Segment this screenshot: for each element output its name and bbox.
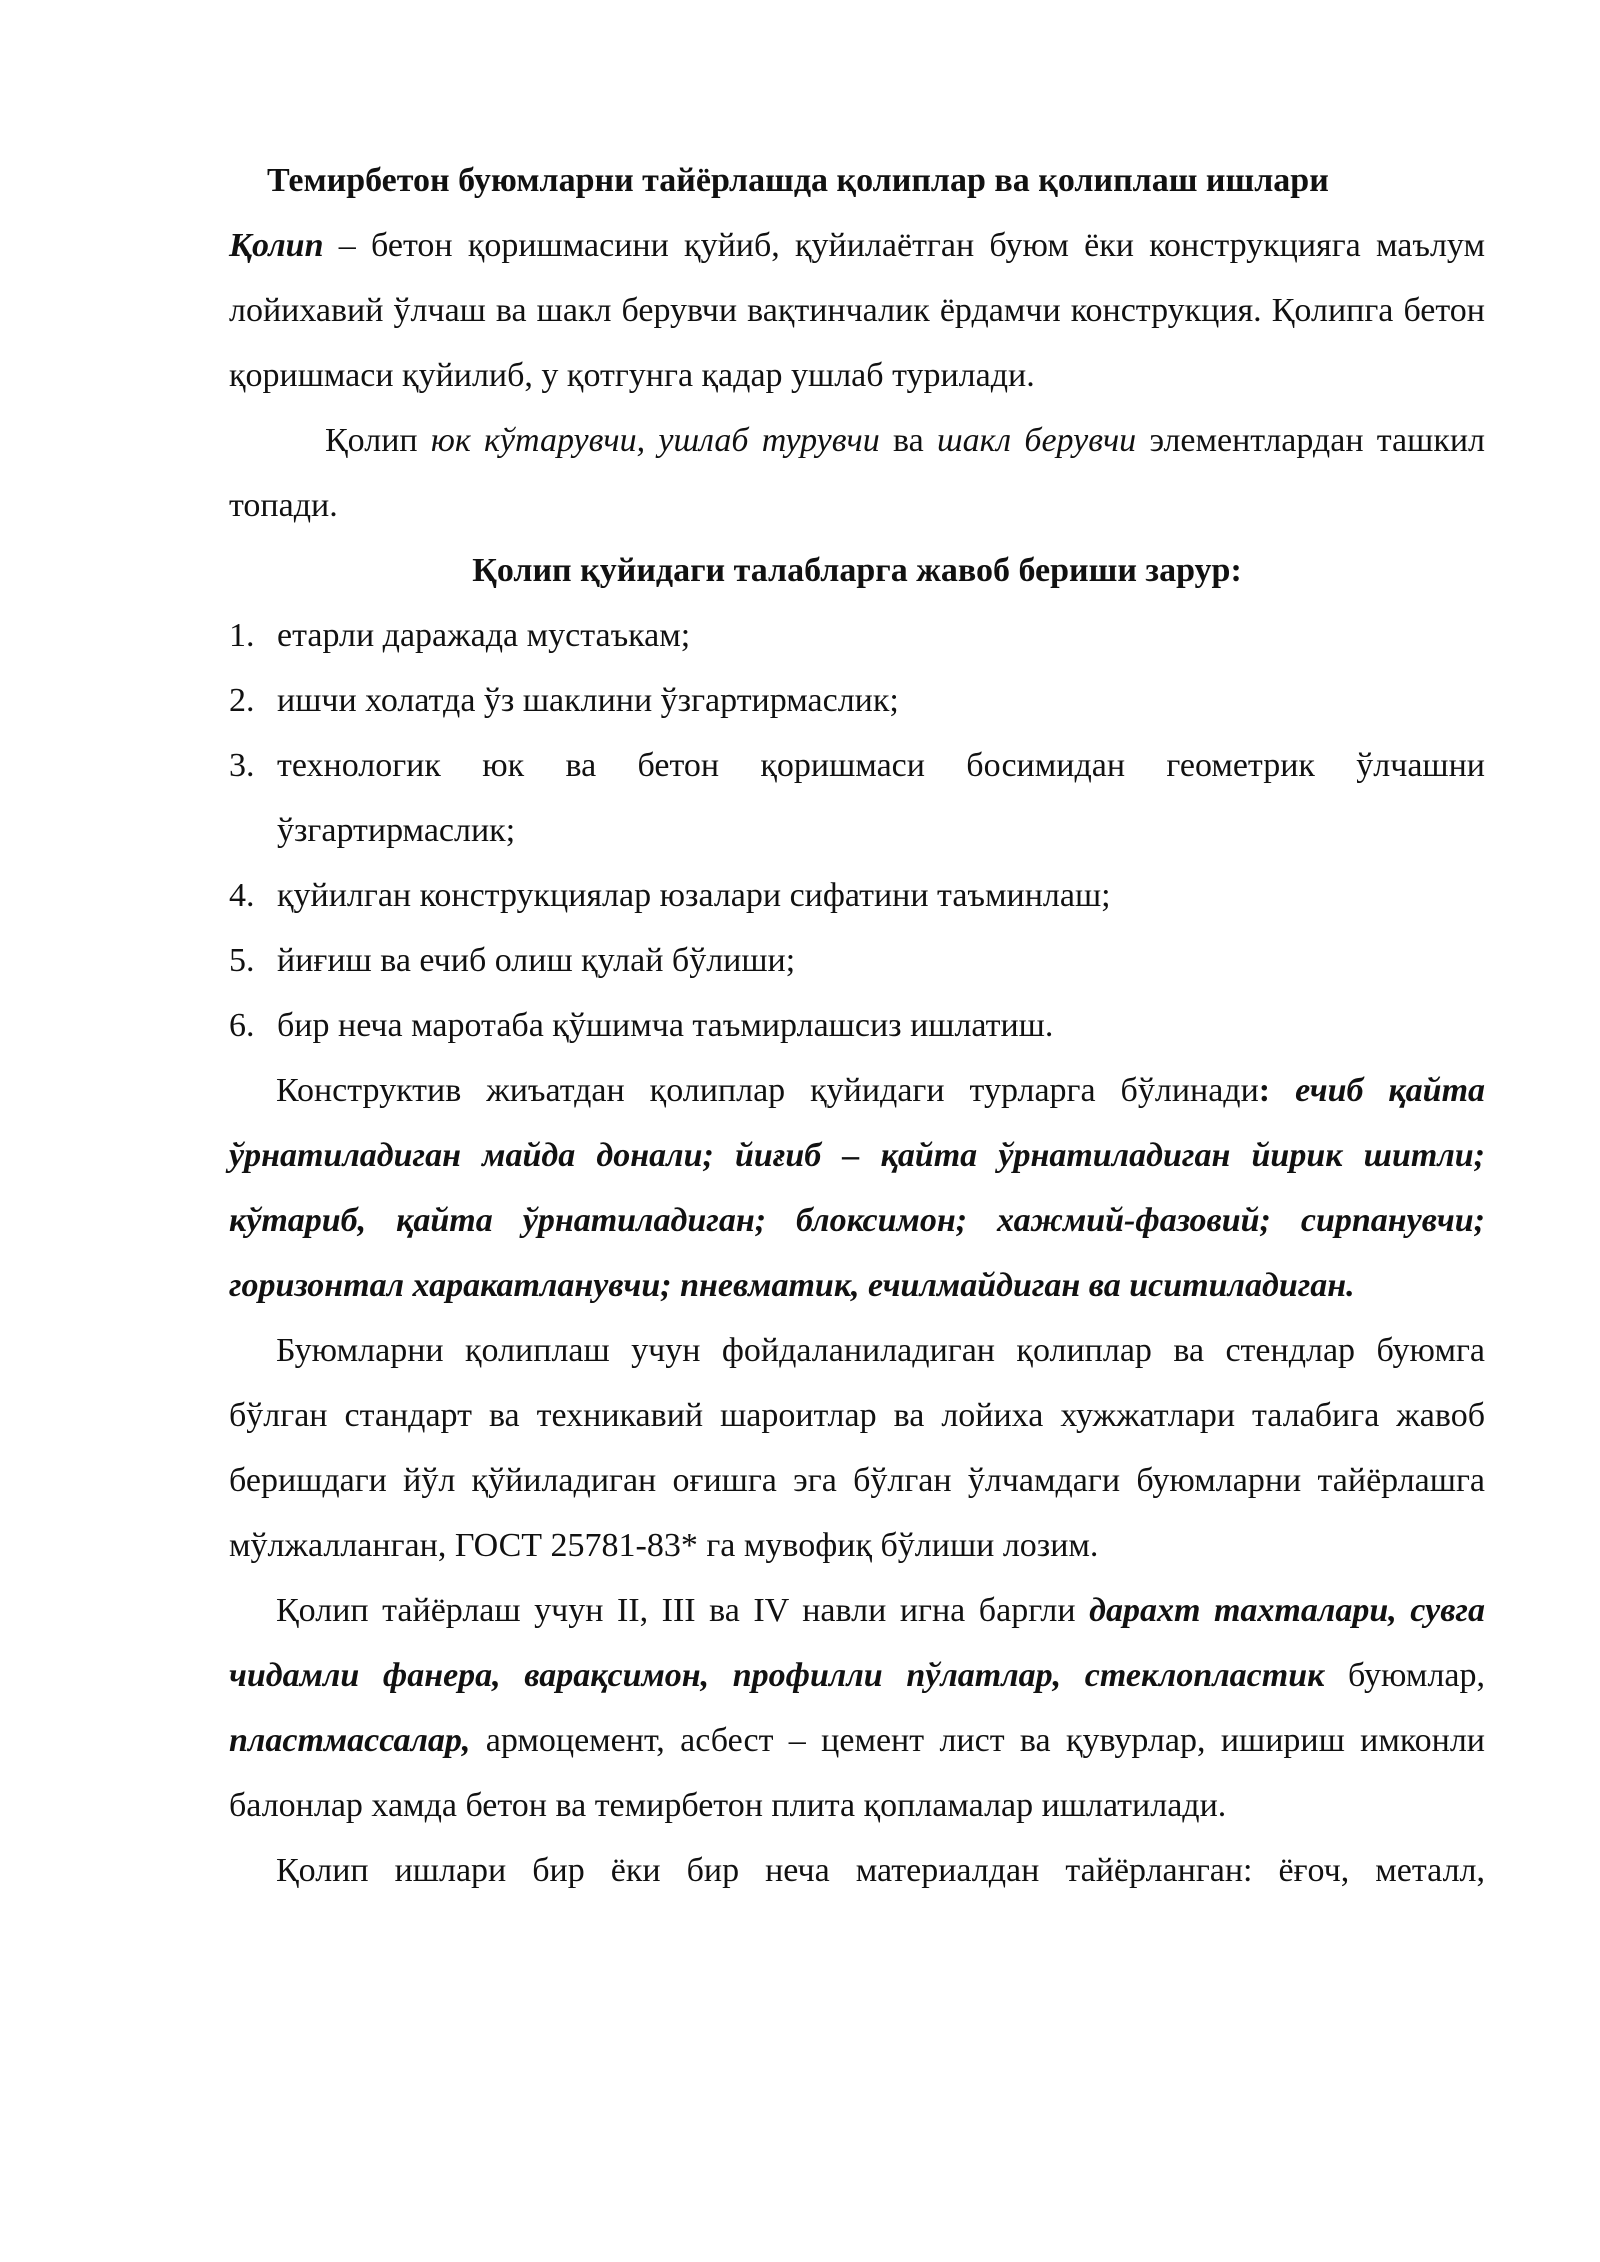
elements-tail: элементлардан ташкил топади. bbox=[229, 422, 1486, 524]
list-item-number: 3. bbox=[229, 747, 255, 784]
list-item-number: 4. bbox=[229, 877, 255, 914]
list-item bbox=[229, 863, 1485, 928]
list-item-text: йиғиш ва ечиб олиш қулай бўлиши; bbox=[277, 942, 796, 979]
types-colon: : bbox=[1258, 1072, 1296, 1109]
definition-text: – бетон қоришмасини қуйиб, қуйилаётган буюм ёки конструкцияга маълум лойихавий ўлчаш ва шакл берувчи вақтинчалик ёрдамчи конструкция. Қолипга бетон қоришмаси қуйилиб, у қотгунга қадар ушлаб турилади. bbox=[229, 227, 1485, 394]
materials-bold-2: пластмассалар, bbox=[229, 1722, 471, 1759]
standards-paragraph: Буюмларни қолиплаш учун фойдаланиладиган қолиплар ва стендлар буюмга бўлган стандарт ва техникавий шароитлар ва лойиха хужжатлари талабига жавоб беришдаги йўл қўйиладиган оғишга эга бўлган ўлчамдаги буюмларни тайёрлашга мўлжалланган, ГОСТ 25781-83* га мувофиқ бўлиши лозим. bbox=[229, 1332, 1485, 1564]
elements-lead: Қолип bbox=[325, 422, 431, 459]
requirements-heading: Қолип қуйидаги талабларга жавоб бериши зарур: bbox=[472, 552, 1242, 589]
elements-paragraph bbox=[229, 408, 1485, 538]
list-item-text: ишчи холатда ўз шаклини ўзгартирмаслик; bbox=[277, 682, 899, 719]
materials-paragraph bbox=[229, 1578, 1485, 1838]
list-item-number: 5. bbox=[229, 942, 255, 979]
elements-italic-2: шакл берувчи bbox=[937, 422, 1137, 459]
list-item-number: 2. bbox=[229, 682, 255, 719]
types-paragraph bbox=[229, 1058, 1485, 1318]
types-lead: Конструктив жиъатдан қолиплар қуйидаги турларга бўлинади bbox=[276, 1072, 1259, 1109]
document-title: Темирбетон буюмларни тайёрлашда қолиплар ва қолиплаш ишлари bbox=[267, 162, 1329, 199]
list-item-number: 1. bbox=[229, 617, 255, 654]
list-item bbox=[229, 668, 1485, 733]
list-item-number: 6. bbox=[229, 1007, 255, 1044]
definition-term: Қолип bbox=[229, 227, 324, 264]
materials-lead: Қолип тайёрлаш учун II, III ва IV навли игна баргли bbox=[276, 1592, 1090, 1629]
last-paragraph: Қолип ишлари бир ёки бир неча материалдан тайёрланган: ёғоч, металл, bbox=[276, 1852, 1485, 1889]
requirements-list bbox=[229, 603, 1485, 1058]
materials-bold-1: дарахт тахталари, сувга чидамли фанера, варақсимон, профилли пўлатлар, стеклопластик bbox=[229, 1592, 1485, 1694]
list-item bbox=[229, 733, 1485, 863]
elements-italic-1: юк кўтарувчи, ушлаб турувчи bbox=[430, 422, 880, 459]
materials-mid: буюмлар, bbox=[1324, 1657, 1485, 1694]
list-item-text: технологик юк ва бетон қоришмаси босимидан геометрик ўлчашни ўзгартирмаслик; bbox=[277, 747, 1485, 849]
list-item-text: қуйилган конструкциялар юзалари сифатини таъминлаш; bbox=[277, 877, 1111, 914]
types-list: ечиб қайта ўрнатиладиган майда донали; йиғиб – қайта ўрнатиладиган йирик шитли; кўтариб, қайта ўрнатиладиган; блоксимон; хажмий-фазовий; сирпанувчи; горизонтал харакатланувчи; пневматик, ечилмайдиган ва иситиладиган. bbox=[229, 1072, 1486, 1304]
elements-mid: ва bbox=[879, 422, 938, 459]
materials-tail: армоцемент, асбест – цемент лист ва қувурлар, ишириш имконли балонлар хамда бетон ва темирбетон плита қопламалар ишлатилади. bbox=[229, 1722, 1485, 1824]
list-item-text: бир неча маротаба қўшимча таъмирлашсиз ишлатиш. bbox=[277, 1007, 1054, 1044]
definition-paragraph bbox=[229, 213, 1485, 408]
list-item bbox=[229, 993, 1485, 1058]
list-item-text: етарли даражада мустаъкам; bbox=[277, 617, 691, 654]
list-item bbox=[229, 928, 1485, 993]
list-item bbox=[229, 603, 1485, 668]
document-page bbox=[229, 148, 1485, 1903]
